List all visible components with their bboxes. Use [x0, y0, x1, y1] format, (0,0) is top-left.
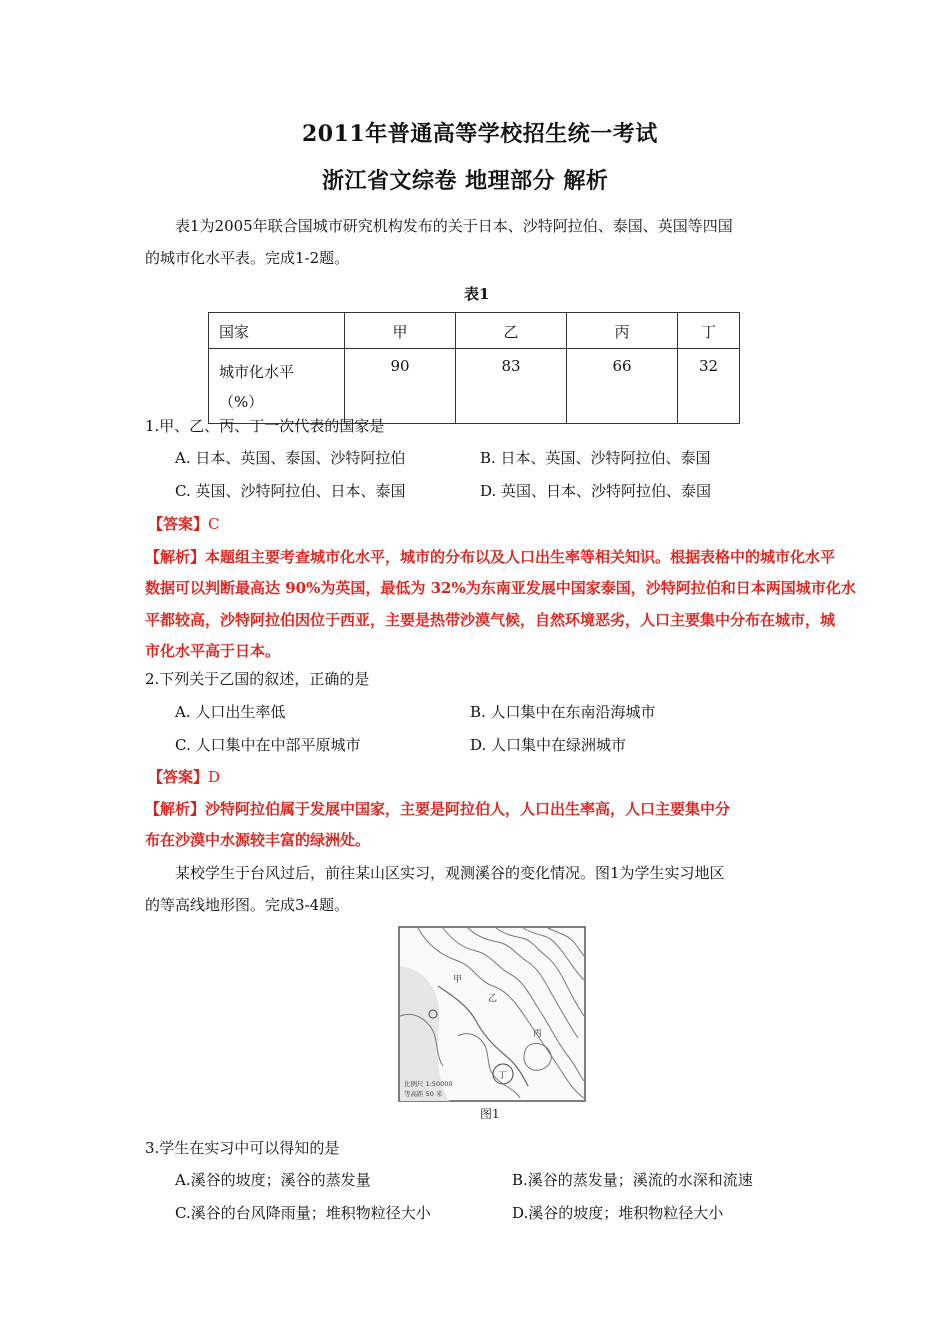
value-cell-bing: 66: [567, 349, 678, 424]
header-cell-jia: 甲: [345, 313, 456, 349]
q2-stem: 2.下列关于乙国的叙述，正确的是: [145, 670, 370, 688]
intro-12-line2: 的城市化水平表。完成1-2题。: [145, 249, 350, 267]
intro-34-line2: 的等高线地形图。完成3-4题。: [145, 896, 350, 914]
row-label-line1: 城市化水平: [219, 363, 295, 381]
answer-label: 【答案】: [148, 515, 209, 533]
mark-yi: 乙: [488, 994, 498, 1004]
q1-option-a: A. 日本、英国、泰国、沙特阿拉伯: [175, 449, 406, 467]
q1-answer-value: C: [208, 515, 220, 533]
q3-option-a: A.溪谷的坡度；溪谷的蒸发量: [175, 1171, 371, 1189]
page-title: 2011年普通高等学校招生统一考试: [302, 121, 658, 147]
q3-stem: 3.学生在实习中可以得知的是: [145, 1139, 340, 1157]
mark-bing: 丙: [533, 1029, 543, 1039]
q1-answer-line: [148, 513, 220, 534]
q2-option-a: A. 人口出生率低: [175, 703, 286, 721]
q1-analysis-line3: 平都较高，沙特阿拉伯因位于西亚，主要是热带沙漠气候，自然环境恶劣，人口主要集中分布在城市，城: [145, 611, 836, 629]
row-label-line2: （%）: [219, 393, 264, 411]
q2-option-c: C. 人口集中在中部平原城市: [175, 736, 361, 754]
table-row: [209, 349, 740, 424]
q2-answer-value: D: [208, 768, 221, 786]
q3-option-b: B.溪谷的蒸发量；溪流的水深和流速: [512, 1171, 753, 1189]
contour-map-figure: [398, 926, 588, 1124]
figure-caption: 图1: [480, 1107, 500, 1121]
value-cell-yi: 83: [456, 349, 567, 424]
q1-analysis-line4: 市化水平高于日本。: [145, 642, 281, 660]
mark-jia: 甲: [453, 975, 463, 985]
intro-34-line1: 某校学生于台风过后，前往某山区实习，观测溪谷的变化情况。图1为学生实习地区: [175, 864, 725, 882]
q2-answer-line: [148, 766, 220, 787]
q3-option-c: C.溪谷的台风降雨量；堆积物粒径大小: [175, 1204, 431, 1222]
q2-analysis-line1: 【解析】沙特阿拉伯属于发展中国家，主要是阿拉伯人，人口出生率高，人口主要集中分: [145, 800, 731, 818]
row-label-cell: [209, 349, 345, 424]
value-cell-jia: 90: [345, 349, 456, 424]
q2-option-b: B. 人口集中在东南沿海城市: [470, 703, 656, 721]
scale-label: 比例尺 1:50000: [404, 1080, 453, 1088]
urbanization-table: [208, 312, 740, 424]
q2-option-d: D. 人口集中在绿洲城市: [470, 736, 627, 754]
header-cell-yi: 乙: [456, 313, 567, 349]
value-cell-ding: 32: [678, 349, 740, 424]
header-cell-country: 国家: [209, 313, 345, 349]
mark-ding: 丁: [498, 1071, 508, 1081]
interval-label: 等高距 50 米: [404, 1090, 443, 1098]
q2-analysis-line2: 布在沙漠中水源较丰富的绿洲处。: [145, 831, 371, 849]
answer-label: 【答案】: [148, 768, 209, 786]
intro-12-line1: 表1为2005年联合国城市研究机构发布的关于日本、沙特阿拉伯、泰国、英国等四国: [175, 217, 733, 235]
header-cell-ding: 丁: [678, 313, 740, 349]
q1-analysis-line1: 【解析】本题组主要考查城市化水平，城市的分布以及人口出生率等相关知识。根据表格中的城市化水平: [145, 548, 836, 566]
table-caption: 表1: [464, 285, 490, 303]
q1-option-b: B. 日本、英国、沙特阿拉伯、泰国: [480, 449, 711, 467]
header-cell-bing: 丙: [567, 313, 678, 349]
q1-stem: 1.甲、乙、丙、丁一次代表的国家是: [145, 417, 385, 435]
q3-option-d: D.溪谷的坡度；堆积物粒径大小: [512, 1204, 724, 1222]
table-header-row: [209, 313, 740, 349]
q1-option-c: C. 英国、沙特阿拉伯、日本、泰国: [175, 482, 406, 500]
page-subtitle: 浙江省文综卷 地理部分 解析: [322, 168, 609, 194]
q1-option-d: D. 英国、日本、沙特阿拉伯、泰国: [480, 482, 712, 500]
contour-map: [398, 926, 588, 1124]
q1-analysis-line2: 数据可以判断最高达 90%为英国，最低为 32%为东南亚发展中国家泰国，沙特阿拉伯和日本两国城市化水: [145, 579, 856, 597]
